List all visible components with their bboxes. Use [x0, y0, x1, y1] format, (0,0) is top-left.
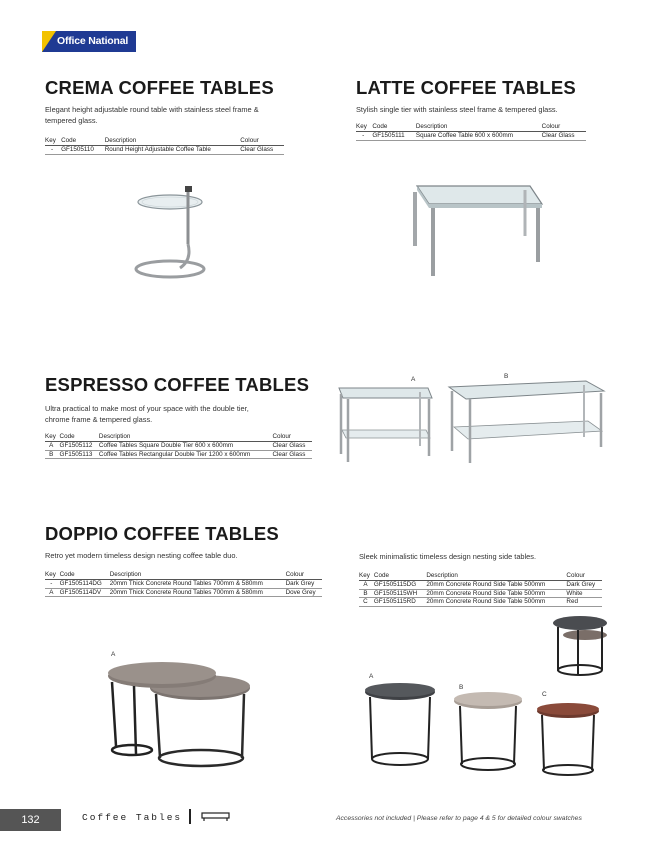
column-header: Code [60, 571, 110, 580]
column-header: Key [45, 433, 60, 442]
table-row [45, 450, 312, 459]
column-header: Key [45, 137, 61, 146]
column-header: Code [61, 137, 105, 146]
table-cell: Clear Glass [272, 442, 312, 451]
espresso-a-glass-top [339, 388, 432, 398]
espresso-b-glass-top [449, 381, 604, 399]
table-cell: 20mm Concrete Round Side Table 500mm [426, 589, 566, 598]
crema-ring-base [136, 261, 204, 277]
section-title-text: Coffee Tables [82, 812, 183, 823]
table-cell: 20mm Thick Concrete Round Tables 700mm & 580mm [110, 580, 286, 589]
espresso-description-line-1: Ultra practical to make most of your space with the double tier, [45, 404, 249, 413]
side-description [359, 551, 536, 562]
table-cell: - [45, 580, 60, 589]
latte-title: LATTE COFFEE TABLES [356, 77, 576, 98]
table-cell: A [359, 581, 374, 590]
page-number: 132 [0, 809, 61, 831]
crema-description-line-2: tempered glass. [45, 116, 98, 125]
latte-description-line-1: Stylish single tier with stainless steel frame & tempered glass. [356, 105, 558, 114]
crema-clamp [185, 186, 192, 192]
footer-note: Accessories not included | Please refer to page 4 & 5 for detailed colour swatches [336, 815, 582, 822]
table-cell: GF1505110 [61, 146, 105, 155]
table-cell: A [45, 588, 60, 597]
table-cell: GF1505115WH [374, 589, 426, 598]
column-header: Colour [240, 137, 284, 146]
espresso-a-lower-shelf [342, 430, 430, 438]
side-table-a-image [362, 683, 440, 769]
espresso-label-a: A [411, 376, 416, 383]
column-header: Key [45, 571, 60, 580]
coffee-table-icon [201, 812, 231, 822]
column-header: Code [372, 123, 416, 132]
table-cell: GF1505114DV [60, 588, 110, 597]
column-header: Description [416, 123, 542, 132]
side-table-b-image [452, 692, 527, 774]
side-spec-table [359, 572, 602, 607]
crema-title: CREMA COFFEE TABLES [45, 77, 274, 98]
logo-yellow-triangle [42, 31, 56, 52]
table-cell: Square Coffee Table 600 x 600mm [416, 132, 542, 141]
column-header: Description [426, 572, 566, 581]
table-cell: GF1505112 [60, 442, 99, 451]
column-header: Colour [272, 433, 312, 442]
table-row [359, 598, 602, 607]
espresso-square-table-image [336, 384, 436, 466]
espresso-b-lower-shelf [454, 421, 602, 439]
table-cell: GF1505114DG [60, 580, 110, 589]
logo-text: Office National [57, 35, 129, 47]
table-row [356, 132, 586, 141]
side-label-b: B [459, 684, 464, 691]
table-cell: GF1505111 [372, 132, 416, 141]
doppio-description [45, 550, 238, 561]
side-label-c: C [542, 691, 547, 698]
doppio-description-line-1: Retro yet modern timeless design nesting coffee table duo. [45, 551, 238, 560]
table-row [45, 588, 322, 597]
table-cell: 20mm Concrete Round Side Table 500mm [426, 581, 566, 590]
column-header: Code [374, 572, 426, 581]
side-nested-tables-image [550, 615, 610, 677]
crema-description [45, 104, 259, 126]
column-header: Code [60, 433, 99, 442]
espresso-spec-table [45, 433, 312, 459]
espresso-rectangular-table-image [446, 377, 606, 467]
table-cell: GF1505115RD [374, 598, 426, 607]
table-row [45, 580, 322, 589]
latte-spec-table [356, 123, 586, 141]
footer-divider [189, 809, 191, 824]
table-header-row [45, 137, 284, 146]
table-cell: Coffee Tables Square Double Tier 600 x 600mm [99, 442, 273, 451]
side-label-a: A [369, 673, 374, 680]
table-cell: Round Height Adjustable Coffee Table [105, 146, 241, 155]
table-cell: 20mm Concrete Round Side Table 500mm [426, 598, 566, 607]
table-cell: B [359, 589, 374, 598]
crema-description-line-1: Elegant height adjustable round table with stainless steel frame & [45, 105, 259, 114]
table-row [45, 146, 284, 155]
latte-glass-top [417, 186, 542, 204]
table-header-row [45, 433, 312, 442]
column-header: Description [99, 433, 273, 442]
table-cell: - [45, 146, 61, 155]
side-nested-top [553, 616, 607, 630]
table-cell: White [566, 589, 602, 598]
table-cell: Clear Glass [272, 450, 312, 459]
table-header-row [359, 572, 602, 581]
doppio-tables-image [104, 660, 254, 775]
table-header-row [45, 571, 322, 580]
table-cell: 20mm Thick Concrete Round Tables 700mm & 580mm [110, 588, 286, 597]
section-title [82, 812, 182, 823]
doppio-spec-table [45, 571, 322, 597]
espresso-description [45, 403, 249, 425]
table-cell: Dove Grey [286, 588, 322, 597]
column-header: Key [359, 572, 374, 581]
crema-table-image [130, 182, 220, 282]
column-header: Description [110, 571, 286, 580]
espresso-title: ESPRESSO COFFEE TABLES [45, 374, 310, 395]
latte-description [356, 104, 558, 115]
column-header: Colour [286, 571, 322, 580]
table-cell: GF1505113 [60, 450, 99, 459]
table-cell: Dark Grey [566, 581, 602, 590]
side-table-c-image [535, 702, 603, 778]
doppio-leg [112, 682, 116, 746]
crema-spec-table [45, 137, 284, 155]
table-cell: Clear Glass [542, 132, 586, 141]
table-cell: C [359, 598, 374, 607]
table-row [359, 589, 602, 598]
column-header: Colour [566, 572, 602, 581]
doppio-label-a: A [111, 651, 116, 658]
table-cell: GF1505115DG [374, 581, 426, 590]
table-cell: Coffee Tables Rectangular Double Tier 1200 x 600mm [99, 450, 273, 459]
column-header: Colour [542, 123, 586, 132]
office-national-logo [42, 31, 136, 52]
table-row [359, 581, 602, 590]
espresso-description-line-2: chrome frame & tempered glass. [45, 415, 153, 424]
table-cell: Dark Grey [286, 580, 322, 589]
table-cell: - [356, 132, 372, 141]
espresso-label-b: B [504, 373, 509, 380]
table-cell: A [45, 442, 60, 451]
side-description-line-1: Sleek minimalistic timeless design nesting side tables. [359, 552, 537, 561]
table-header-row [356, 123, 586, 132]
table-cell: B [45, 450, 60, 459]
column-header: Key [356, 123, 372, 132]
doppio-title: DOPPIO COFFEE TABLES [45, 523, 279, 544]
table-row [45, 442, 312, 451]
table-cell: Red [566, 598, 602, 607]
table-cell: Clear Glass [240, 146, 284, 155]
column-header: Description [105, 137, 241, 146]
latte-table-image [405, 180, 550, 285]
